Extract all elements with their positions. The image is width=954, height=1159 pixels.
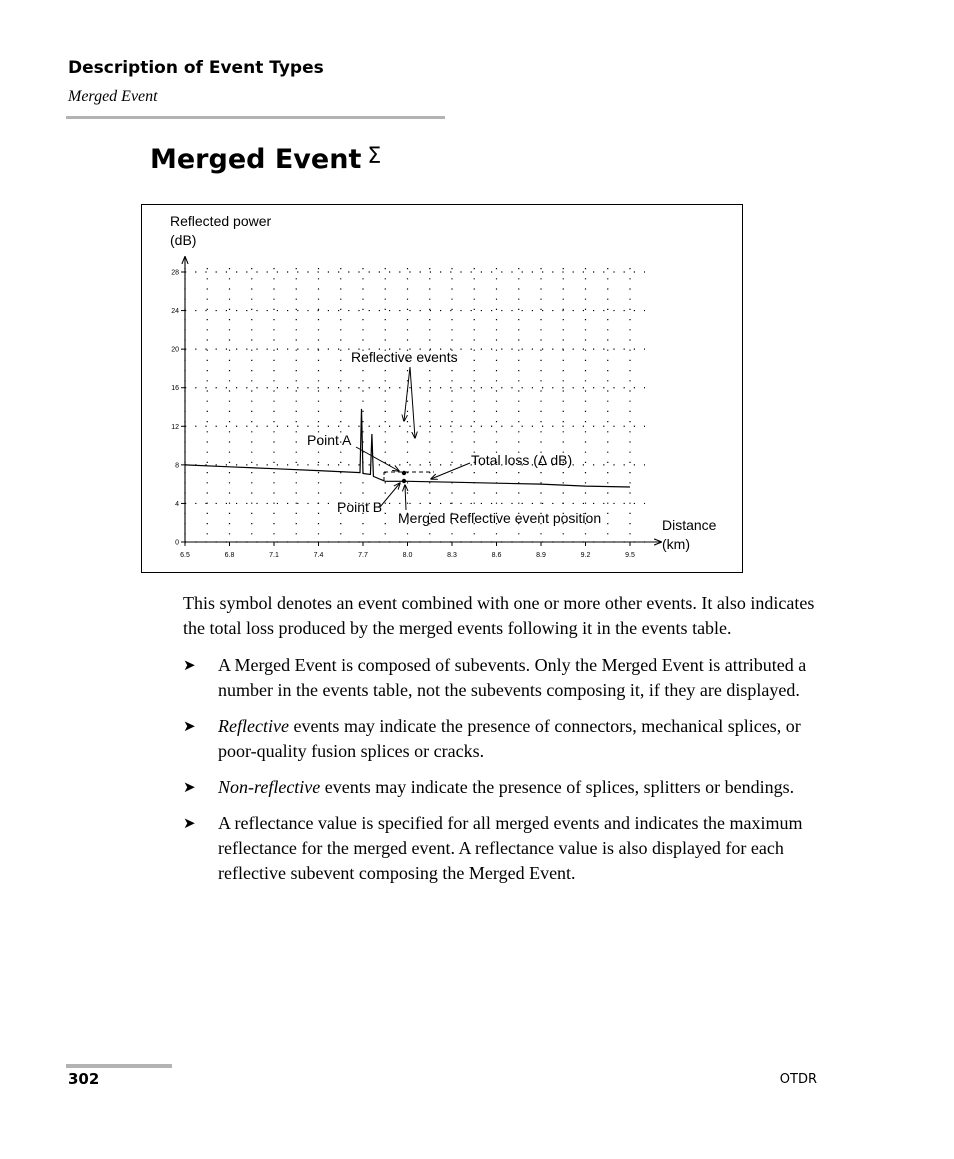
x-tick-label: 8.0 (402, 552, 413, 559)
x-tick-label: 9.2 (580, 552, 591, 559)
x-tick-label: 9.5 (625, 552, 635, 559)
merged-position-arrow (405, 485, 406, 510)
x-axis-label-line1: Distance (662, 517, 717, 533)
x-tick-label: 8.6 (491, 552, 502, 559)
bullet-lead-term: Reflective (218, 716, 289, 736)
bullet-list (183, 653, 823, 886)
page-number: 302 (68, 1070, 100, 1088)
arrowhead-bullet-icon: ➤ (183, 656, 196, 674)
y-tick-label: 0 (175, 539, 179, 547)
y-axis-label-line1: Reflected power (170, 213, 272, 229)
reflective-events-arrow (410, 367, 415, 438)
x-tick-label: 8.9 (536, 552, 546, 559)
x-tick-label: 6.5 (180, 552, 190, 559)
bullet-item (183, 811, 823, 886)
arrowhead-bullet-icon: ➤ (183, 814, 196, 832)
x-tick-label: 7.1 (269, 552, 279, 559)
page-title (150, 144, 381, 175)
otdr-trace-chart (142, 205, 742, 572)
section-header: Description of Event Types (68, 58, 324, 78)
point-b-label: Point B (337, 499, 383, 515)
header-divider (66, 116, 445, 119)
intro-paragraph: This symbol denotes an event combined with one or more other events. It also indicates the total loss produced by the merged events following it in the events table. (183, 593, 815, 638)
body-text (183, 591, 823, 897)
bullet-item (183, 775, 823, 800)
arrowhead-bullet-icon: ➤ (183, 778, 196, 796)
chart-trace (185, 409, 630, 487)
bullet-text: events may indicate the presence of splices, splitters or bendings. (320, 777, 795, 797)
bullet-text: A reflectance value is specified for all merged events and indicates the maximum reflectance for the merged event. A reflectance value is also displayed for each reflective subevent composing the Merged Event. (218, 813, 803, 883)
subsection-header: Merged Event (68, 88, 158, 105)
bullet-text: A Merged Event is composed of subevents. Only the Merged Event is attributed a number in the events table, not the subevents composing it, if they are displayed. (218, 655, 807, 700)
bullet-item (183, 714, 823, 764)
x-tick-label: 6.8 (224, 552, 235, 559)
point-b-marker (402, 479, 406, 483)
y-tick-label: 16 (171, 385, 179, 393)
y-tick-label: 28 (171, 269, 179, 277)
chart-grid (185, 268, 645, 542)
y-tick-label: 8 (175, 462, 179, 470)
footer-divider (66, 1064, 172, 1068)
y-tick-label: 20 (171, 346, 179, 354)
total-loss-label: Total loss (Δ dB) (471, 452, 573, 468)
chart-axes (183, 257, 661, 544)
otdr-trace-figure (141, 204, 743, 573)
bullet-item (183, 653, 823, 703)
bullet-lead-term: Non-reflective (218, 777, 321, 797)
y-tick-label: 4 (175, 500, 179, 508)
y-axis-label-line2: (dB) (170, 232, 197, 248)
sigma-icon: Σ (367, 144, 382, 169)
x-tick-label: 7.7 (358, 552, 368, 559)
y-tick-label: 12 (171, 423, 179, 431)
bullet-text: events may indicate the presence of connectors, mechanical splices, or poor-quality fusion splices or cracks. (218, 716, 801, 761)
x-tick-label: 7.4 (313, 552, 324, 559)
merged-position-label: Merged Reflective event position (398, 510, 602, 526)
reflective-events-label: Reflective events (351, 349, 458, 365)
product-name: OTDR (779, 1072, 817, 1087)
chart-annotations (356, 367, 470, 510)
point-a-label: Point A (307, 432, 352, 448)
x-axis-label-line2: (km) (662, 536, 690, 552)
page-title-text: Merged Event (150, 144, 362, 175)
y-tick-label: 24 (171, 308, 179, 316)
point-a-marker (402, 471, 406, 475)
x-tick-label: 8.3 (447, 552, 457, 559)
arrowhead-bullet-icon: ➤ (183, 717, 196, 735)
otdr-trace-line (185, 409, 630, 487)
reflective-events-arrow (404, 367, 410, 421)
